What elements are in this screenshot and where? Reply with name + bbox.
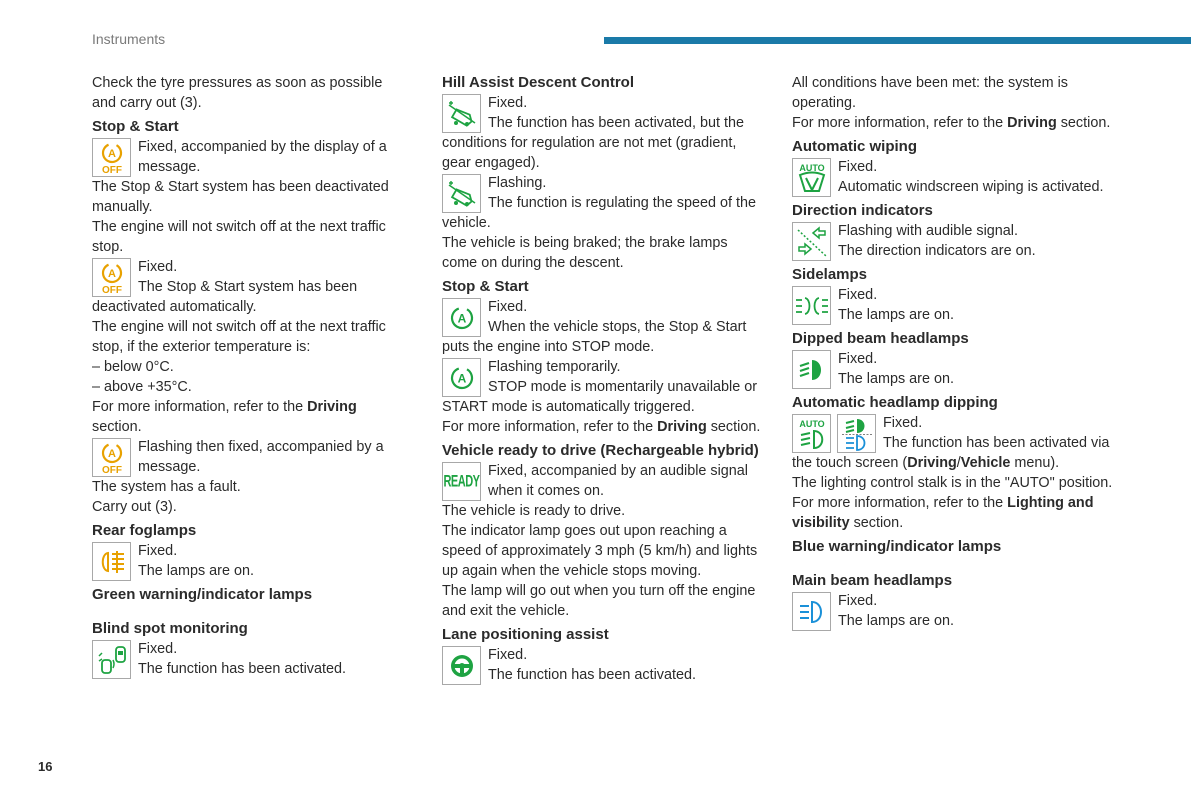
dir-flashing: Flashing with audible signal. [838, 223, 1018, 239]
dip-fixed: Fixed. [838, 351, 878, 367]
blind-spot-heading: Blind spot monitoring [92, 620, 248, 637]
main-beam-icon [792, 592, 831, 631]
stop-start-off-amber-icon [92, 258, 131, 297]
driving-link: Driving [657, 419, 707, 435]
stop-start-green-heading: Stop & Start [442, 278, 529, 295]
svg-text:AUTO: AUTO [798, 162, 825, 173]
ready-icon [442, 462, 481, 501]
rear-foglamp-icon [92, 542, 131, 581]
auto-wiper-icon [792, 158, 831, 197]
hadc-fixed: Fixed. [488, 95, 528, 111]
auto-wiping-heading: Automatic wiping [792, 138, 917, 155]
ready-fixed: Fixed, accompanied by an audible signal when it comes on. [488, 463, 748, 499]
main-beam-heading: Main beam headlamps [792, 572, 953, 589]
stop-start-off-amber-icon [92, 138, 131, 177]
driving-link: Driving [307, 399, 357, 415]
ss-stop-mode: When the vehicle stops, the Stop & Start puts the engine into STOP mode. [442, 319, 747, 355]
main-fixed: Fixed. [838, 593, 878, 609]
dipped-main-beam-icon [837, 414, 876, 453]
lane-fixed: Fixed. [488, 647, 528, 663]
hadc-regulating: The function is regulating the speed of the vehicle. [442, 195, 757, 231]
column-right [792, 73, 1122, 631]
ss-flashing-temp: Flashing temporarily. [488, 359, 621, 375]
stop-start-off-amber-icon [92, 438, 131, 477]
stop-start-fault: The system has a fault. [92, 479, 241, 495]
sidelamps-heading: Sidelamps [792, 266, 868, 283]
auto-dip-heading: Automatic headlamp dipping [792, 394, 998, 411]
fog-fixed: Fixed. [138, 543, 178, 559]
ss-unavailable: STOP mode is momentarily unavailable or START mode is automatically triggered. [442, 379, 758, 415]
ready-goes-out: The indicator lamp goes out upon reaching a speed of approximately 3 mph (5 km/h) and lights up again when the vehicle stops moving. [442, 523, 758, 579]
driving-reference-2: For more information, refer to the Driving section. [442, 419, 761, 435]
temp-below: – below 0°C. [92, 359, 174, 375]
ready-drive: The vehicle is ready to drive. [442, 503, 626, 519]
wiping-activated: Automatic windscreen wiping is activated. [838, 179, 1104, 195]
stop-start-heading: Stop & Start [92, 118, 179, 135]
header-accent-bar [604, 37, 1191, 44]
tyre-pressure-text: Check the tyre pressures as soon as possible and carry out (3). [92, 75, 383, 111]
hadc-not-met: The function has been activated, but the conditions for regulation are not met (gradient, gear engaged). [442, 115, 745, 171]
hill-descent-icon [442, 94, 481, 133]
dipped-heading: Dipped beam headlamps [792, 330, 969, 347]
hadc-flashing: Flashing. [488, 175, 547, 191]
lane-heading: Lane positioning assist [442, 626, 609, 643]
sidelamps-icon [792, 286, 831, 325]
svg-text:AUTO: AUTO [798, 418, 825, 429]
driving-reference-3: For more information, refer to the Driving section. [792, 115, 1111, 131]
lighting-visibility-link: Lighting and visibility [792, 495, 1094, 531]
rear-foglamps-heading: Rear foglamps [92, 522, 197, 539]
ad-fixed: Fixed. [883, 415, 923, 431]
svg-text:A: A [107, 267, 116, 280]
lighting-reference: For more information, refer to the Lighting and visibility section. [792, 495, 1094, 531]
svg-text:A: A [457, 311, 466, 325]
conditions-met-text: All conditions have been met: the system is operating. [792, 75, 1068, 111]
stop-start-no-switch-off: The engine will not switch off at the next traffic stop. [92, 219, 386, 255]
ad-activated: The function has been activated via the touch screen (Driving/Vehicle menu). [792, 435, 1110, 471]
dip-on: The lamps are on. [838, 371, 954, 387]
vehicle-menu-link: Vehicle [960, 455, 1011, 471]
stop-start-deactivated-manually: The Stop & Start system has been deactivated manually. [92, 179, 389, 215]
hill-descent-icon [442, 174, 481, 213]
stop-start-deactivated-auto: The Stop & Start system has been deactivated automatically. [92, 279, 358, 315]
side-fixed: Fixed. [838, 287, 878, 303]
hadc-heading: Hill Assist Descent Control [442, 74, 634, 91]
steering-wheel-icon [442, 646, 481, 685]
side-on: The lamps are on. [838, 307, 954, 323]
page-number: 16 [38, 759, 53, 774]
running-header: Instruments [92, 31, 166, 47]
green-lamps-heading: Green warning/indicator lamps [92, 586, 313, 603]
driving-menu-link: Driving [907, 455, 957, 471]
ready-icon-label: READY [443, 472, 480, 491]
blind-spot-icon [92, 640, 131, 679]
temp-above: – above +35°C. [92, 379, 192, 395]
svg-text:A: A [457, 371, 466, 385]
stop-start-carry-out: Carry out (3). [92, 499, 177, 515]
auto-headlamp-icon [792, 414, 831, 453]
stop-start-fixed: Fixed. [138, 259, 178, 275]
direction-indicators-icon [792, 222, 831, 261]
dir-on: The direction indicators are on. [838, 243, 1036, 259]
stop-start-fixed-message: Fixed, accompanied by the display of a message. [138, 139, 387, 175]
ready-heading: Vehicle ready to drive (Rechargeable hybrid) [442, 442, 759, 459]
hadc-braked: The vehicle is being braked; the brake lamps come on during the descent. [442, 235, 728, 271]
direction-heading: Direction indicators [792, 202, 933, 219]
ready-exit: The lamp will go out when you turn off the engine and exit the vehicle. [442, 583, 756, 619]
blind-fixed: Fixed. [138, 641, 178, 657]
ss-green-fixed: Fixed. [488, 299, 528, 315]
ad-stalk: The lighting control stalk is in the "AUTO" position. [792, 475, 1113, 491]
blue-lamps-heading: Blue warning/indicator lamps [792, 538, 1002, 555]
driving-reference: For more information, refer to the Driving section. [92, 399, 357, 435]
svg-text:OFF: OFF [101, 284, 122, 295]
dipped-beam-icon [792, 350, 831, 389]
stop-start-flashing: Flashing then fixed, accompanied by a message. [138, 439, 384, 475]
svg-text:OFF: OFF [101, 164, 122, 175]
lane-activated: The function has been activated. [488, 667, 697, 683]
fog-lamps-on: The lamps are on. [138, 563, 254, 579]
driving-link: Driving [1007, 115, 1057, 131]
svg-text:OFF: OFF [101, 464, 122, 475]
svg-text:A: A [107, 147, 116, 160]
stop-start-green-icon [442, 298, 481, 337]
column-middle [442, 73, 762, 685]
column-left [92, 73, 404, 679]
main-on: The lamps are on. [838, 613, 954, 629]
blind-activated: The function has been activated. [138, 661, 347, 677]
stop-start-green-icon [442, 358, 481, 397]
wiping-fixed: Fixed. [838, 159, 878, 175]
stop-start-temp-condition: The engine will not switch off at the next traffic stop, if the exterior temperature is: [92, 319, 386, 355]
svg-text:A: A [107, 447, 116, 460]
